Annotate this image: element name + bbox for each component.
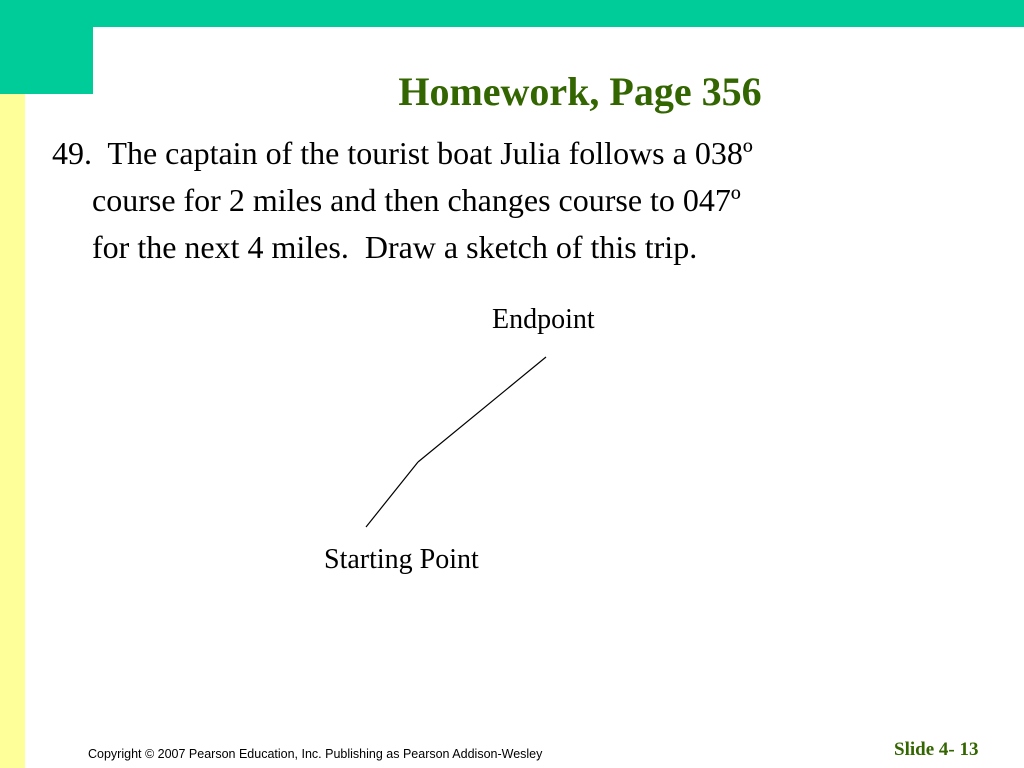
copyright-notice: Copyright © 2007 Pearson Education, Inc. Publishing as Pearson Addison-Wesley bbox=[88, 747, 543, 761]
slide-title: Homework, Page 356 bbox=[398, 69, 762, 114]
slide-number: Slide 4- 13 bbox=[894, 739, 979, 760]
problem-line-2: course for 2 miles and then changes course to 047º bbox=[92, 182, 741, 218]
first-leg-line bbox=[366, 462, 418, 527]
starting-point-label: Starting Point bbox=[324, 544, 479, 575]
problem-line-1: 49. The captain of the tourist boat Julia follows a 038º bbox=[52, 135, 753, 171]
problem-line-3: for the next 4 miles. Draw a sketch of this trip. bbox=[92, 229, 698, 265]
second-leg-line bbox=[418, 357, 546, 462]
endpoint-label: Endpoint bbox=[492, 304, 595, 335]
